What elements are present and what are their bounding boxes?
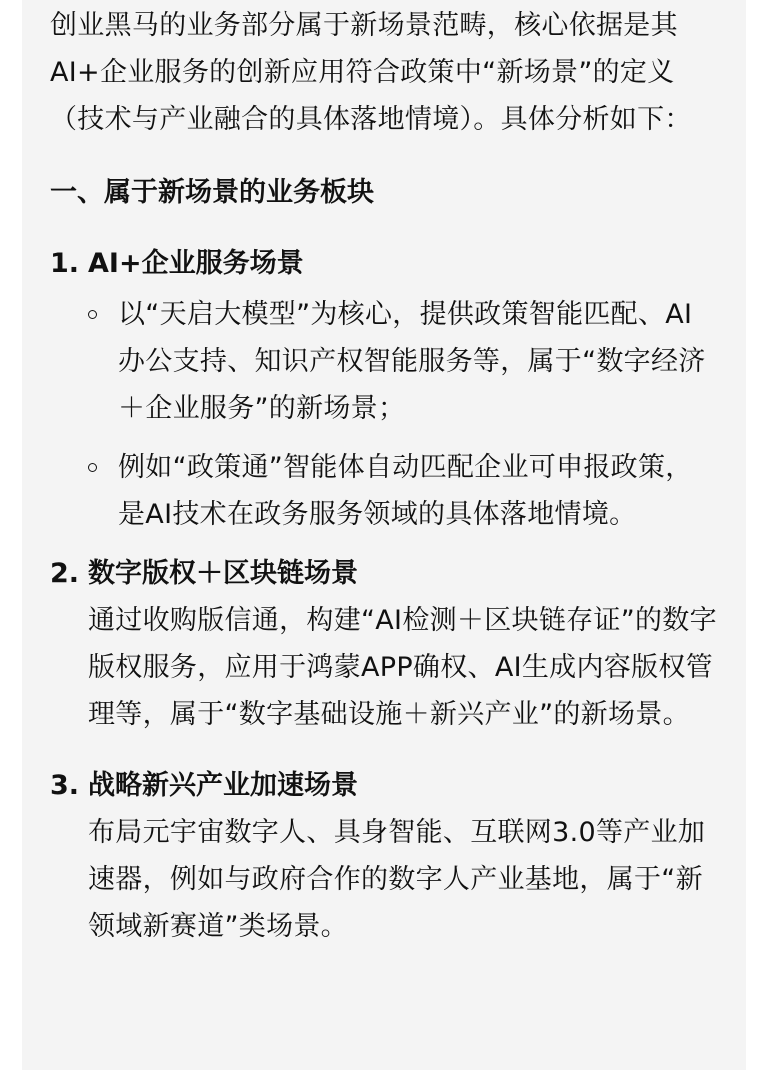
- section-body: 通过收购版信通，构建“AI检测＋区块链存证”的数字版权服务，应用于鸿蒙APP确权、AI生成内容版权管理等，属于“数字基础设施＋新兴产业”的新场景。: [88, 605, 717, 730]
- list-item: [88, 444, 718, 538]
- right-margin: [746, 0, 768, 1070]
- section-title: [50, 240, 718, 287]
- list-item-text: 以“天启大模型”为核心，提供政策智能匹配、AI办公支持、知识产权智能服务等，属于“数字经济＋企业服务”的新场景；: [118, 299, 706, 424]
- section-item-2: [50, 550, 718, 738]
- section-number: 2.: [50, 558, 80, 589]
- hollow-bullet-icon: [88, 310, 97, 319]
- section-title-text: 战略新兴产业加速场景: [88, 770, 358, 801]
- section-title: [50, 762, 718, 809]
- list-item: [88, 291, 718, 432]
- section-title-text: 数字版权＋区块链场景: [88, 558, 358, 589]
- section-heading: 一、属于新场景的业务板块: [50, 177, 374, 208]
- section-item-3: [50, 762, 718, 950]
- section-title: [50, 550, 718, 597]
- section-number: 3.: [50, 770, 80, 801]
- hollow-bullet-icon: [88, 463, 97, 472]
- intro-paragraph: 创业黑马的业务部分属于新场景范畴，核心依据是其AI+企业服务的创新应用符合政策中“新场景”的定义（技术与产业融合的具体落地情境）。具体分析如下：: [50, 10, 692, 135]
- section-number: 1.: [50, 248, 80, 279]
- list-item-text: 例如“政策通”智能体自动匹配企业可申报政策，是AI技术在政务服务领域的具体落地情境。: [118, 452, 693, 530]
- section-body: 布局元宇宙数字人、具身智能、互联网3.0等产业加速器，例如与政府合作的数字人产业基地，属于“新领域新赛道”类场景。: [88, 817, 706, 942]
- section-item-1: [50, 240, 718, 538]
- bullet-list: [88, 291, 718, 538]
- section-title-text: AI+企业服务场景: [88, 248, 304, 279]
- left-margin: [0, 0, 22, 1070]
- message-bubble: [22, 0, 746, 1070]
